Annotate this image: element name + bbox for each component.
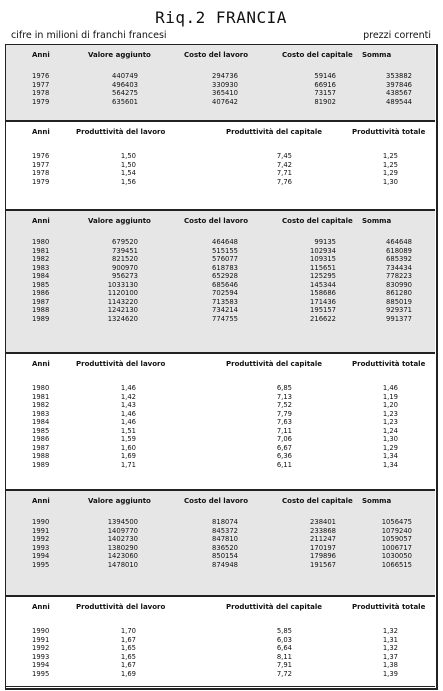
table-cell: 1,50	[120, 160, 136, 169]
table-cell: 1,67	[120, 635, 136, 644]
table-row	[6, 670, 435, 679]
column-header: Anni	[32, 51, 50, 59]
column-header: Anni	[32, 360, 50, 368]
table-cell: 1987	[32, 297, 50, 306]
table-cell: 1,39	[382, 669, 398, 678]
table-cell: 1,25	[382, 152, 398, 160]
table-cell: 1985	[32, 280, 50, 289]
table-cell: 685646	[212, 280, 238, 289]
table-cell: 7,13	[276, 392, 292, 401]
table-cell: 1993	[32, 543, 50, 552]
table-cell: 73157	[314, 89, 336, 97]
table-cell: 1987	[32, 443, 50, 452]
table-cell: 1,42	[120, 392, 136, 401]
table-cell: 7,76	[276, 177, 292, 186]
table-cell: 1,23	[382, 418, 398, 426]
table-cell: 1066515	[381, 560, 412, 569]
table-cell: 1984	[32, 418, 50, 426]
table-cell: 99135	[314, 238, 336, 246]
productivity-table-4	[6, 353, 435, 490]
table-cell: 830990	[386, 280, 412, 289]
table-cell: 1988	[32, 452, 50, 460]
table-cell: 1,51	[120, 426, 136, 435]
table-cell: 1033130	[107, 280, 138, 289]
table-cell: 1,30	[382, 177, 398, 186]
table-cell: 1991	[32, 526, 50, 535]
table-cell: 125295	[310, 272, 336, 280]
table-cell: 407642	[212, 97, 238, 106]
table-cell: 1006717	[381, 543, 412, 552]
table-cell: 885019	[386, 297, 412, 306]
table-cell: 102934	[310, 246, 336, 255]
table-cell: 1978	[32, 169, 50, 177]
table-cell: 1981	[32, 246, 50, 255]
column-header: Produttività totale	[352, 603, 426, 611]
table-cell: 847810	[212, 535, 238, 543]
column-header: Valore aggiunto	[88, 217, 151, 225]
document-page	[5, 4, 437, 688]
column-header: Somma	[362, 217, 392, 225]
column-header: Costo del lavoro	[184, 497, 249, 505]
table-cell: 1,70	[120, 627, 136, 635]
table-cell: 1981	[32, 392, 50, 401]
table-cell: 115651	[310, 263, 336, 272]
table-cell: 7,52	[276, 401, 292, 409]
table-cell: 618089	[386, 246, 412, 255]
table-cell: 496403	[112, 80, 138, 89]
table-cell: 1,60	[120, 443, 136, 452]
table-cell: 1983	[32, 263, 50, 272]
table-cell: 836520	[212, 543, 238, 552]
table-cell: 1989	[32, 460, 50, 469]
table-cell: 1,29	[382, 443, 398, 452]
table-cell: 1989	[32, 314, 50, 323]
column-header: Produttività del capitale	[226, 603, 323, 611]
table-cell: 1,65	[120, 652, 136, 661]
price-note: prezzi correnti	[363, 30, 431, 41]
column-header: Somma	[362, 497, 392, 505]
column-header: Anni	[32, 497, 50, 505]
table-cell: 1982	[32, 401, 50, 409]
table-cell: 1,50	[120, 152, 136, 160]
column-header: Produttività totale	[352, 360, 426, 368]
table-cell: 330930	[212, 80, 238, 89]
table-cell: 929371	[386, 306, 412, 314]
page-title: Riq.2 FRANCIA	[155, 8, 287, 27]
table-cell: 1,34	[382, 460, 398, 469]
table-cell: 850154	[212, 552, 238, 560]
table-cell: 6,03	[276, 635, 292, 644]
table-cell: 734214	[212, 306, 238, 314]
table-cell: 1977	[32, 160, 50, 169]
table-cell: 1,19	[382, 392, 398, 401]
table-cell: 191567	[310, 560, 336, 569]
table-cell: 1,32	[382, 644, 398, 652]
table-cell: 1,34	[382, 452, 398, 460]
table-cell: 1,20	[382, 401, 398, 409]
table-cell: 464648	[212, 238, 238, 246]
table-cell: 1409770	[107, 526, 138, 535]
column-header: Valore aggiunto	[88, 497, 151, 505]
table-cell: 1056475	[381, 518, 412, 526]
table-cell: 1994	[32, 552, 50, 560]
table-cell: 6,64	[276, 644, 292, 652]
table-cell: 6,11	[276, 460, 292, 469]
table-cell: 1,65	[120, 644, 136, 652]
table-cell: 179896	[310, 552, 336, 560]
table-cell: 1402730	[107, 535, 138, 543]
table-cell: 195157	[310, 306, 336, 314]
table-cell: 7,72	[276, 669, 292, 678]
table-cell: 489544	[386, 97, 412, 106]
table-cell: 233868	[310, 526, 336, 535]
table-cell: 1983	[32, 409, 50, 418]
table-cell: 1976	[32, 72, 50, 80]
table-cell: 1988	[32, 306, 50, 314]
table-cell: 1977	[32, 80, 50, 89]
column-header: Anni	[32, 128, 50, 136]
table-cell: 1,23	[382, 409, 398, 418]
table-cell: 1,71	[120, 460, 136, 469]
table-cell: 1990	[32, 627, 50, 635]
table-cell: 7,71	[276, 169, 292, 177]
table-cell: 874948	[212, 560, 238, 569]
table-cell: 739451	[112, 246, 138, 255]
table-cell: 294736	[212, 72, 238, 80]
table-cell: 158686	[310, 289, 336, 297]
table-cell: 1478010	[107, 560, 138, 569]
table-cell: 845372	[212, 526, 238, 535]
column-header: Costo del capitale	[282, 217, 353, 225]
table-cell: 1982	[32, 255, 50, 263]
column-header: Anni	[32, 217, 50, 225]
table-cell: 734434	[386, 263, 412, 272]
table-cell: 109315	[310, 255, 336, 263]
table-cell: 145344	[310, 280, 336, 289]
table-cell: 7,91	[276, 661, 292, 669]
currency-subtitle: cifre in milioni di franchi francesi	[11, 30, 167, 41]
table-cell: 1993	[32, 652, 50, 661]
column-header: Produttività totale	[352, 128, 426, 136]
table-cell: 774755	[212, 314, 238, 323]
table-cell: 1994	[32, 661, 50, 669]
productivity-table-2	[6, 121, 435, 210]
table-cell: 1984	[32, 272, 50, 280]
table-cell: 7,45	[276, 152, 292, 160]
table-cell: 685392	[386, 255, 412, 263]
table-cell: 1995	[32, 669, 50, 678]
table-cell: 1,37	[382, 652, 398, 661]
column-header: Produttività del capitale	[226, 360, 323, 368]
value-table-1	[6, 44, 435, 121]
table-cell: 170197	[310, 543, 336, 552]
table-cell: 1986	[32, 289, 50, 297]
table-cell: 8,11	[276, 652, 292, 661]
table-cell: 1,30	[382, 435, 398, 443]
column-header: Produttività del lavoro	[76, 128, 166, 136]
column-header: Costo del capitale	[282, 497, 353, 505]
table-cell: 1986	[32, 435, 50, 443]
table-cell: 821520	[112, 255, 138, 263]
table-cell: 59146	[314, 72, 336, 80]
column-header: Costo del lavoro	[184, 217, 249, 225]
table-cell: 618783	[212, 263, 238, 272]
table-cell: 397846	[386, 80, 412, 89]
table-cell: 991377	[386, 314, 412, 323]
column-header: Valore aggiunto	[88, 51, 151, 59]
column-header: Produttività del lavoro	[76, 360, 166, 368]
table-cell: 679520	[112, 238, 138, 246]
productivity-table-6	[6, 596, 435, 687]
table-cell: 1,69	[120, 452, 136, 460]
table-cell: 1030050	[381, 552, 412, 560]
table-cell: 1995	[32, 560, 50, 569]
table-cell: 1,46	[120, 384, 136, 392]
table-row	[6, 98, 435, 107]
table-cell: 1380290	[107, 543, 138, 552]
table-cell: 7,79	[276, 409, 292, 418]
table-cell: 900970	[112, 263, 138, 272]
table-cell: 1,24	[382, 426, 398, 435]
column-header: Costo del capitale	[282, 51, 353, 59]
table-cell: 1980	[32, 384, 50, 392]
table-cell: 1980	[32, 238, 50, 246]
table-cell: 1079240	[381, 526, 412, 535]
table-cell: 1242130	[107, 306, 138, 314]
table-cell: 1,25	[382, 160, 398, 169]
table-cell: 1423060	[107, 552, 138, 560]
table-cell: 1,67	[120, 661, 136, 669]
table-cell: 1979	[32, 177, 50, 186]
table-cell: 1,43	[120, 401, 136, 409]
table-cell: 438567	[386, 89, 412, 97]
table-cell: 1324620	[107, 314, 138, 323]
table-cell: 7,42	[276, 160, 292, 169]
table-cell: 1,59	[120, 435, 136, 443]
table-cell: 7,06	[276, 435, 292, 443]
table-cell: 1978	[32, 89, 50, 97]
table-cell: 66916	[314, 80, 336, 89]
column-header: Somma	[362, 51, 392, 59]
table-cell: 6,36	[276, 452, 292, 460]
table-cell: 171436	[310, 297, 336, 306]
table-cell: 1,46	[120, 418, 136, 426]
table-cell: 564275	[112, 89, 138, 97]
table-row	[6, 178, 435, 187]
table-cell: 1,29	[382, 169, 398, 177]
table-cell: 1,69	[120, 669, 136, 678]
column-header: Anni	[32, 603, 50, 611]
table-cell: 1,56	[120, 177, 136, 186]
table-row	[6, 561, 435, 570]
table-cell: 365410	[212, 89, 238, 97]
table-cell: 1,38	[382, 661, 398, 669]
table-cell: 702594	[212, 289, 238, 297]
table-cell: 515155	[212, 246, 238, 255]
table-cell: 1,54	[120, 169, 136, 177]
table-cell: 1990	[32, 518, 50, 526]
table-cell: 464648	[386, 238, 412, 246]
table-cell: 778223	[386, 272, 412, 280]
table-cell: 81902	[314, 97, 336, 106]
table-cell: 652928	[212, 272, 238, 280]
table-cell: 440749	[112, 72, 138, 80]
value-table-5	[6, 490, 435, 596]
table-cell: 1,46	[120, 409, 136, 418]
table-cell: 1120100	[107, 289, 138, 297]
table-cell: 216622	[310, 314, 336, 323]
table-cell: 1985	[32, 426, 50, 435]
table-row	[6, 315, 435, 324]
table-row	[6, 461, 435, 470]
table-cell: 7,11	[276, 426, 292, 435]
table-cell: 6,85	[276, 384, 292, 392]
table-cell: 1991	[32, 635, 50, 644]
table-cell: 1992	[32, 644, 50, 652]
table-cell: 861280	[386, 289, 412, 297]
column-header: Produttività del lavoro	[76, 603, 166, 611]
table-cell: 956273	[112, 272, 138, 280]
table-cell: 1,31	[382, 635, 398, 644]
table-cell: 5,85	[276, 627, 292, 635]
table-cell: 818074	[212, 518, 238, 526]
column-header: Produttività del capitale	[226, 128, 323, 136]
table-cell: 238401	[310, 518, 336, 526]
table-cell: 6,67	[276, 443, 292, 452]
table-cell: 1143220	[107, 297, 138, 306]
table-cell: 635601	[112, 97, 138, 106]
table-cell: 353882	[386, 72, 412, 80]
table-cell: 1,46	[382, 384, 398, 392]
column-header: Costo del lavoro	[184, 51, 249, 59]
table-cell: 211247	[310, 535, 336, 543]
table-cell: 7,63	[276, 418, 292, 426]
table-cell: 713583	[212, 297, 238, 306]
table-cell: 1976	[32, 152, 50, 160]
table-cell: 1979	[32, 97, 50, 106]
table-cell: 1,32	[382, 627, 398, 635]
table-cell: 1394500	[107, 518, 138, 526]
table-cell: 1992	[32, 535, 50, 543]
value-table-3	[6, 210, 435, 353]
table-cell: 1059057	[381, 535, 412, 543]
table-cell: 576077	[212, 255, 238, 263]
